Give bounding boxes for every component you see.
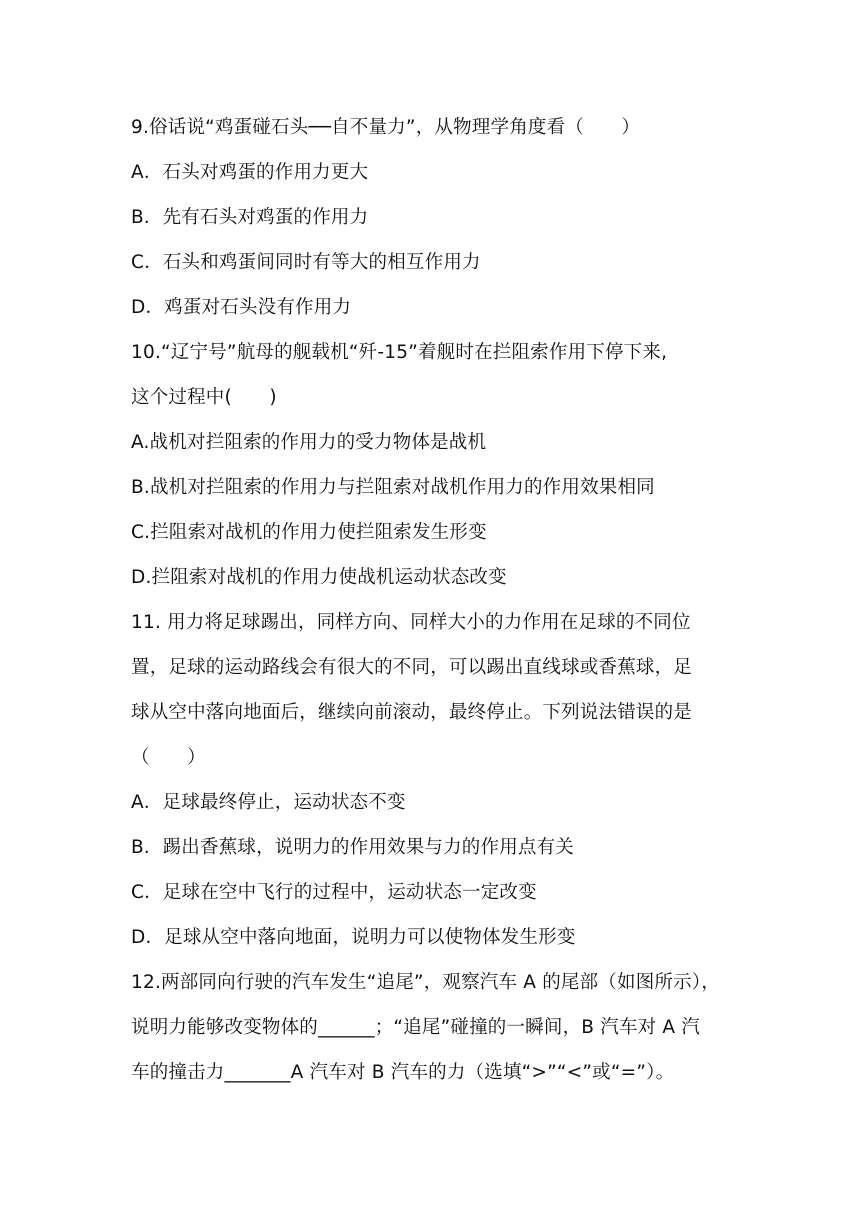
- q11-stem-line-4: （ ）: [131, 747, 206, 768]
- q10-stem-line-2: 这个过程中( ): [131, 387, 277, 408]
- q12-stem-line-1: 12.两部同向行驶的汽车发生“追尾”，观察汽车 A 的尾部（如图所示），: [131, 972, 720, 993]
- q12-stem-line-2: 说明力能够改变物体的______；“追尾”碰撞的一瞬间，B 汽车对 A 汽: [131, 1017, 701, 1038]
- q10-option-d: D.拦阻索对战机的作用力使战机运动状态改变: [131, 567, 507, 588]
- q9-stem: 9.俗话说“鸡蛋碰石头──自不量力”，从物理学角度看（ ）: [131, 117, 641, 138]
- q9-option-b: B．先有石头对鸡蛋的作用力: [131, 207, 369, 228]
- q11-option-c: C．足球在空中飞行的过程中，运动状态一定改变: [131, 882, 537, 903]
- q10-option-c: C.拦阻索对战机的作用力使拦阻索发生形变: [131, 522, 487, 543]
- q10-option-b: B.战机对拦阻索的作用力与拦阻索对战机作用力的作用效果相同: [131, 477, 655, 498]
- q9-option-c: C．石头和鸡蛋间同时有等大的相互作用力: [131, 252, 481, 273]
- q9-option-a: A．石头对鸡蛋的作用力更大: [131, 162, 369, 183]
- q11-stem-line-3: 球从空中落向地面后，继续向前滚动，最终停止。下列说法错误的是: [131, 702, 693, 723]
- q11-stem-line-2: 置，足球的运动路线会有很大的不同，可以踢出直线球或香蕉球，足: [131, 657, 693, 678]
- q11-option-b: B．踢出香蕉球，说明力的作用效果与力的作用点有关: [131, 837, 574, 858]
- q12-stem-line-3: 车的撞击力_______A 汽车对 B 汽车的力（选填“>”“<”或“=”）。: [131, 1062, 675, 1083]
- q9-option-d: D．鸡蛋对石头没有作用力: [131, 297, 352, 318]
- q10-option-a: A.战机对拦阻索的作用力的受力物体是战机: [131, 432, 487, 453]
- q11-option-a: A．足球最终停止，运动状态不变: [131, 792, 406, 813]
- q11-option-d: D．足球从空中落向地面，说明力可以使物体发生形变: [131, 927, 576, 948]
- q11-stem-line-1: 11. 用力将足球踢出，同样方向、同样大小的力作用在足球的不同位: [131, 612, 691, 633]
- q10-stem-line-1: 10.“辽宁号”航母的舰载机“歼-15”着舰时在拦阻索作用下停下来,: [131, 342, 668, 363]
